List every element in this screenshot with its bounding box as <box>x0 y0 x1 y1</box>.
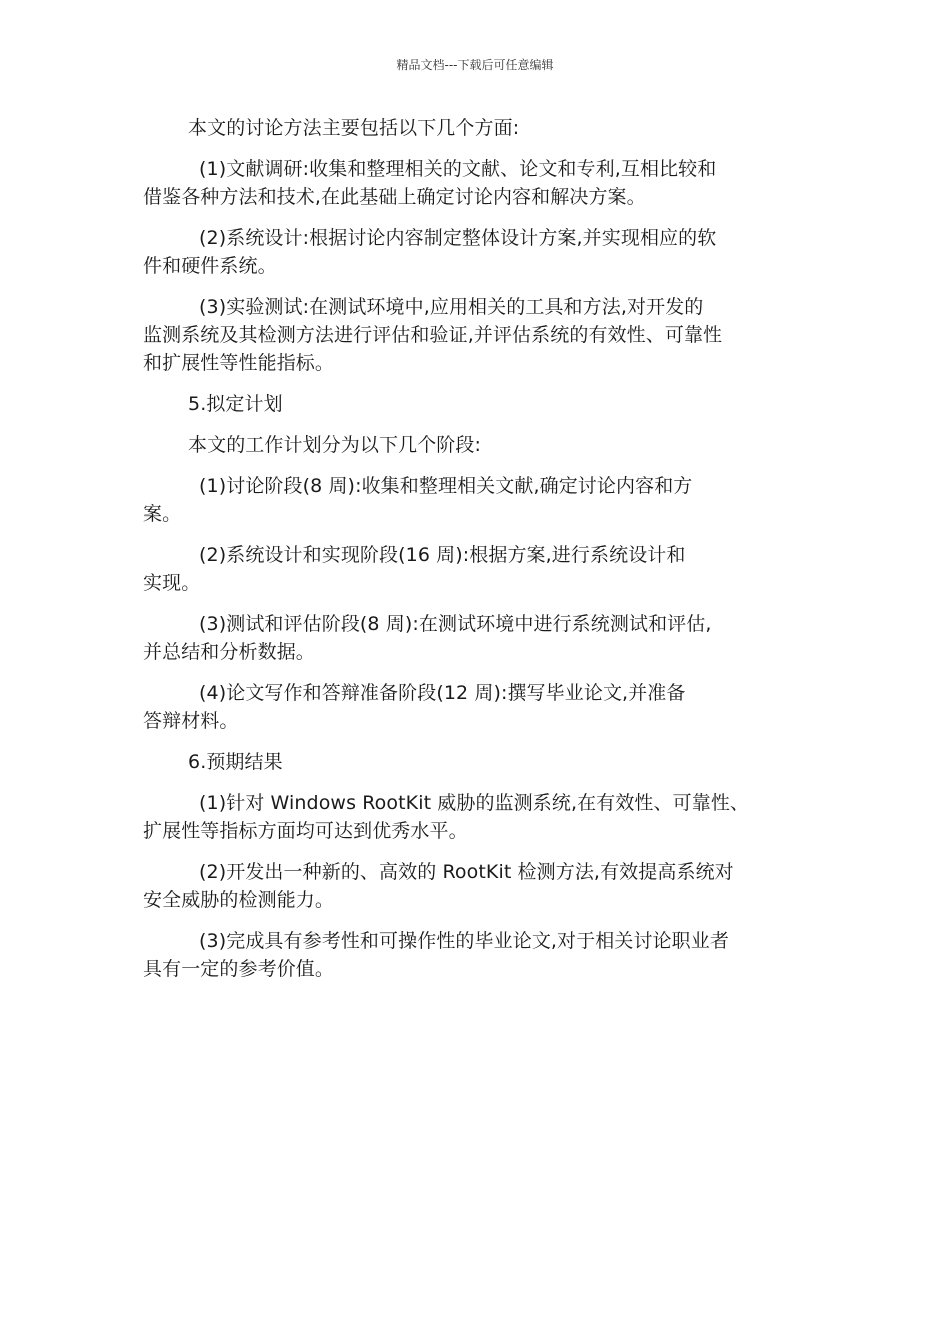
document-body <box>143 114 813 996</box>
paragraph-plan-intro: 本文的工作计划分为以下几个阶段: <box>188 434 482 456</box>
paragraph-plan-stage-4: (4)论文写作和答辩准备阶段(12 周):撰写毕业论文,并准备 答辩材料。 <box>143 682 686 732</box>
page-header: 精品文档---下载后可任意编辑 <box>396 58 554 72</box>
paragraph-plan-stage-2: (2)系统设计和实现阶段(16 周):根据方案,进行系统设计和 实现。 <box>143 544 686 594</box>
paragraph-result-1: (1)针对 Windows RootKit 威胁的监测系统,在有效性、可靠性、 扩展性等指标方面均可达到优秀水平。 <box>143 792 750 842</box>
paragraph-research-methods-intro: 本文的讨论方法主要包括以下几个方面: <box>188 117 520 139</box>
paragraph-plan-stage-1: (1)讨论阶段(8 周):收集和整理相关文献,确定讨论内容和方 案。 <box>143 475 693 525</box>
paragraph-result-2: (2)开发出一种新的、高效的 RootKit 检测方法,有效提高系统对 安全威胁的检测能力。 <box>143 861 734 911</box>
paragraph-system-design: (2)系统设计:根据讨论内容制定整体设计方案,并实现相应的软 件和硬件系统。 <box>143 227 717 277</box>
paragraph-result-3: (3)完成具有参考性和可操作性的毕业论文,对于相关讨论职业者 具有一定的参考价值。 <box>143 930 729 980</box>
paragraph-plan-stage-3: (3)测试和评估阶段(8 周):在测试环境中进行系统测试和评估, 并总结和分析数据。 <box>143 613 712 663</box>
section-heading-expected-results: 6.预期结果 <box>188 751 283 773</box>
section-heading-plan: 5.拟定计划 <box>188 393 283 415</box>
paragraph-literature-review: (1)文献调研:收集和整理相关的文献、论文和专利,互相比较和 借鉴各种方法和技术,在此基础上确定讨论内容和解决方案。 <box>143 158 717 208</box>
paragraph-experiment-testing: (3)实验测试:在测试环境中,应用相关的工具和方法,对开发的 监测系统及其检测方法进行评估和验证,并评估系统的有效性、可靠性 和扩展性等性能指标。 <box>143 296 723 374</box>
